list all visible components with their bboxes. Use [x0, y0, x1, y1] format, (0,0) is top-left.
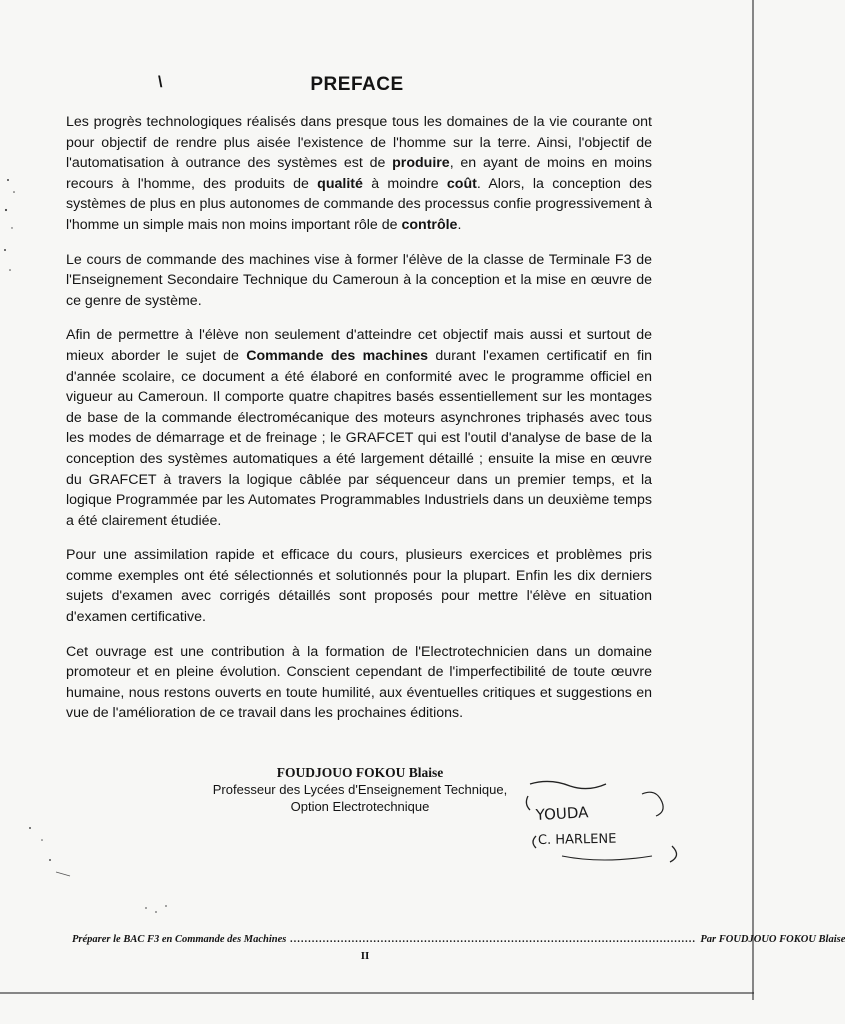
text-run: . Alors, la conception des systèmes de plus en plus autonomes de commande des processus confie progressivement à l'homme un simple mais non moins important rôle de: [66, 175, 652, 233]
page-title: PREFACE: [310, 74, 404, 95]
author-name: FOUDJOUO FOKOU Blaise: [276, 765, 444, 780]
bold-term: coût: [446, 175, 477, 192]
footer-leader-dots: ................................................................................................................: [290, 934, 697, 945]
text-run: Cet ouvrage est une contribution à la formation de l'Electrotechnicien dans un domaine promoteur et en pleine évolution. Conscient cependant de l'imperfectibilité de toute œuvre humaine, nous restons ouverts en toute humilité, aux éventuelles critiques et suggestions en vue de l'amélioration de ce travail dans les prochaines éditions.: [66, 643, 652, 722]
page-edge-right: [752, 0, 754, 1000]
handwritten-note: [522, 776, 712, 866]
scan-noise: [0, 170, 30, 290]
paragraph: [66, 325, 652, 531]
text-run: , en ayant de moins en moins recours à l'homme, des produits de: [66, 155, 652, 192]
paragraph: [66, 112, 652, 236]
text-run: Les progrès technologiques réalisés dans presque tous les domaines de la vie courante ont pour objectif de rendre plus aisée l'existence de l'homme sur la terre. Ainsi, l'objectif de l'automatisation à outrance des systèmes est de: [66, 114, 652, 172]
footer-book-title: Préparer le BAC F3 en Commande des Machines: [72, 934, 287, 945]
footer-author: Par FOUDJOUO FOKOU Blaise: [700, 934, 845, 945]
handwriting-line-1: YOUDA: [535, 803, 589, 824]
paragraph: [66, 250, 652, 312]
stray-mark: \: [158, 74, 163, 91]
bold-term: Commande des machines: [246, 347, 429, 364]
page-edge-bottom: [0, 992, 754, 994]
text-run: durant l'examen certificatif en fin d'année scolaire, ce document a été élaboré en conformité avec le programme officiel en vigueur au Cameroun. Il comporte quatre chapitres basés essentiellement sur les montages de base de la commande électromécanique des moteurs asynchrones triphasés avec tous les modes de démarrage et de freinage ; le GRAFCET qui est l'outil d'analyse de base de la conception des systèmes automatiques a été largement détaillé ; ensuite la mise en œuvre du GRAFCET à travers la logique câblée par séquenceur dans un premier temps, et la logique Programmée par les Automates Programmables Industriels dans un deuxième temps a été clairement étudiée.: [66, 347, 653, 529]
handwriting-line-2: C. HARLENE: [537, 831, 617, 848]
author-role: Professeur des Lycées d'Enseignement Technique,: [212, 782, 508, 797]
text-run: .: [457, 216, 462, 233]
scan-noise: [20, 820, 80, 880]
bold-term: contrôle: [401, 216, 458, 233]
text-run: Pour une assimilation rapide et efficace du cours, plusieurs exercices et problèmes pris comme exemples ont été sélectionnés et solutionnés pour la plupart. Enfin les dix derniers sujets d'examen avec corrigés détaillés sont proposés pour mettre l'élève en situation d'examen certificative.: [66, 547, 652, 626]
author-option: Option Electrotechnique: [290, 799, 430, 814]
signature-block: [190, 764, 530, 815]
text-run: Afin de permettre à l'élève non seulement d'atteindre cet objectif mais aussi et surtout de mieux aborder le sujet de: [66, 327, 652, 364]
page-number: II: [360, 950, 370, 962]
text-run: Le cours de commande des machines vise à former l'élève de la classe de Terminale F3 de l'Enseignement Secondaire Technique du Cameroun à la conception et la mise en œuvre de ce genre de système.: [66, 251, 652, 309]
preface-body: [66, 112, 652, 738]
paragraph: [66, 642, 652, 724]
page-footer: [72, 934, 845, 945]
paragraph: [66, 545, 652, 627]
bold-term: qualité: [317, 175, 363, 192]
scan-noise: [140, 900, 180, 920]
bold-term: produire: [392, 155, 450, 172]
text-run: à moindre: [362, 175, 447, 192]
